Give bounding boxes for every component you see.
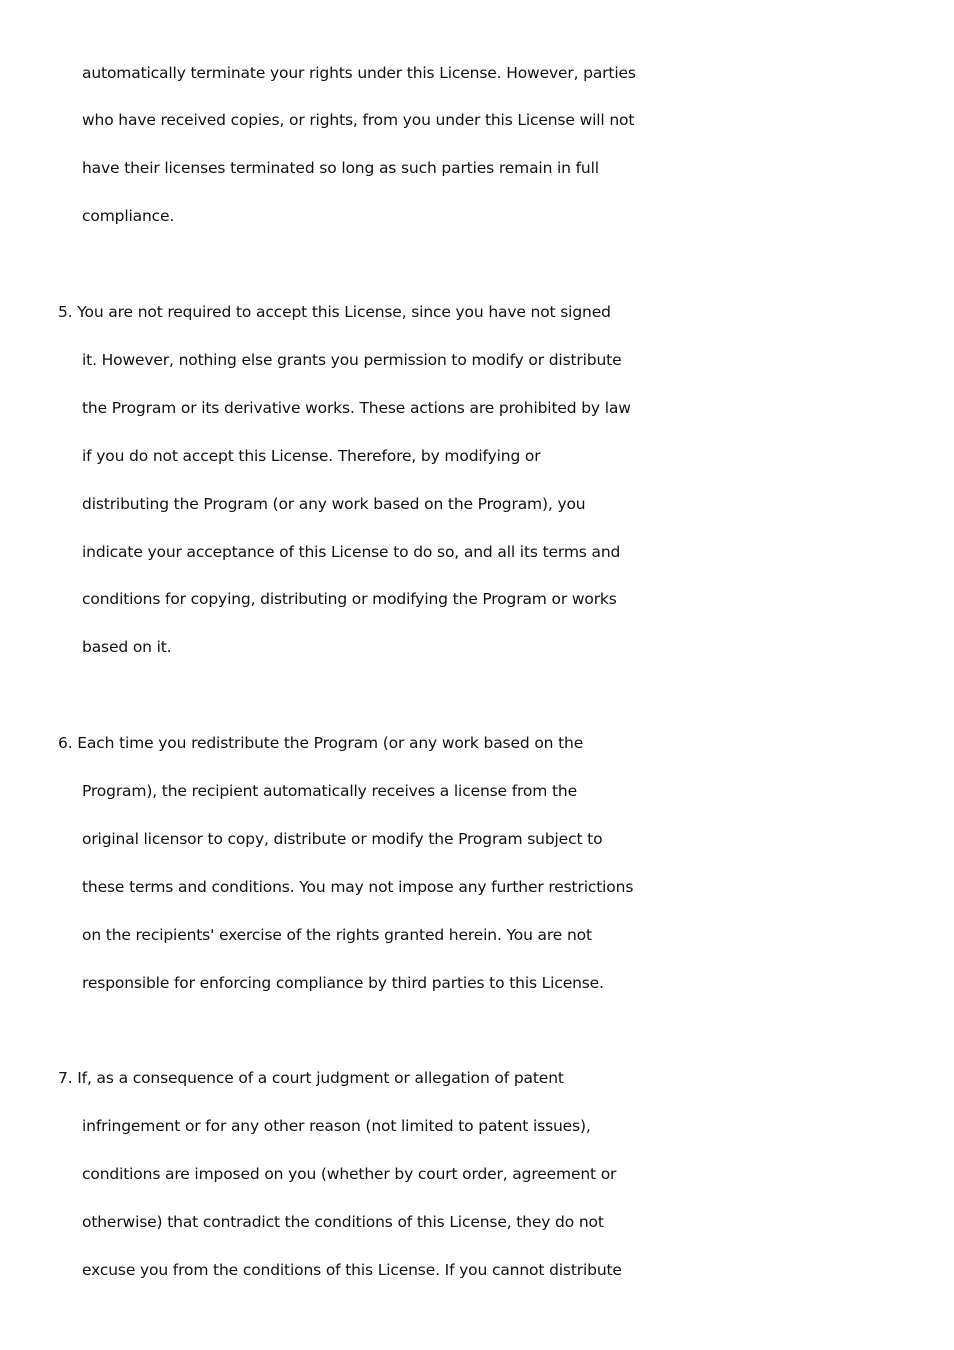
text-line: otherwise) that contradict the conditions of this License, they do not [82,1213,604,1231]
text-line: indicate your acceptance of this License to do so, and all its terms and [82,543,621,561]
text-line: automatically terminate your rights under this License. However, parties [82,64,636,82]
text-line: conditions for copying, distributing or modifying the Program or works [82,590,617,608]
text-line: original licensor to copy, distribute or modify the Program subject to [82,830,603,848]
text-line: on the recipients' exercise of the rights granted herein. You are not [82,926,592,944]
text-line: have their licenses terminated so long as such parties remain in full [82,159,599,177]
text-line: compliance. [82,207,175,225]
text-line: conditions are imposed on you (whether by court order, agreement or [82,1165,617,1183]
text-line: who have received copies, or rights, from you under this License will not [82,111,635,129]
text-line: these terms and conditions. You may not impose any further restrictions [82,878,634,896]
text-line: if you do not accept this License. Therefore, by modifying or [82,447,541,465]
section-6-first-line: 6. Each time you redistribute the Program (or any work based on the [58,734,584,752]
section-5-first-line: 5. You are not required to accept this License, since you have not signed [58,303,611,321]
text-line: excuse you from the conditions of this License. If you cannot distribute [82,1261,622,1279]
text-line: based on it. [82,638,172,656]
text-line: Program), the recipient automatically receives a license from the [82,782,577,800]
text-line: infringement or for any other reason (not limited to patent issues), [82,1117,591,1135]
text-line: it. However, nothing else grants you permission to modify or distribute [82,351,622,369]
section-7-first-line: 7. If, as a consequence of a court judgment or allegation of patent [58,1069,564,1087]
text-line: distributing the Program (or any work based on the Program), you [82,495,586,513]
text-line: responsible for enforcing compliance by third parties to this License. [82,974,604,992]
text-line: the Program or its derivative works. These actions are prohibited by law [82,399,631,417]
